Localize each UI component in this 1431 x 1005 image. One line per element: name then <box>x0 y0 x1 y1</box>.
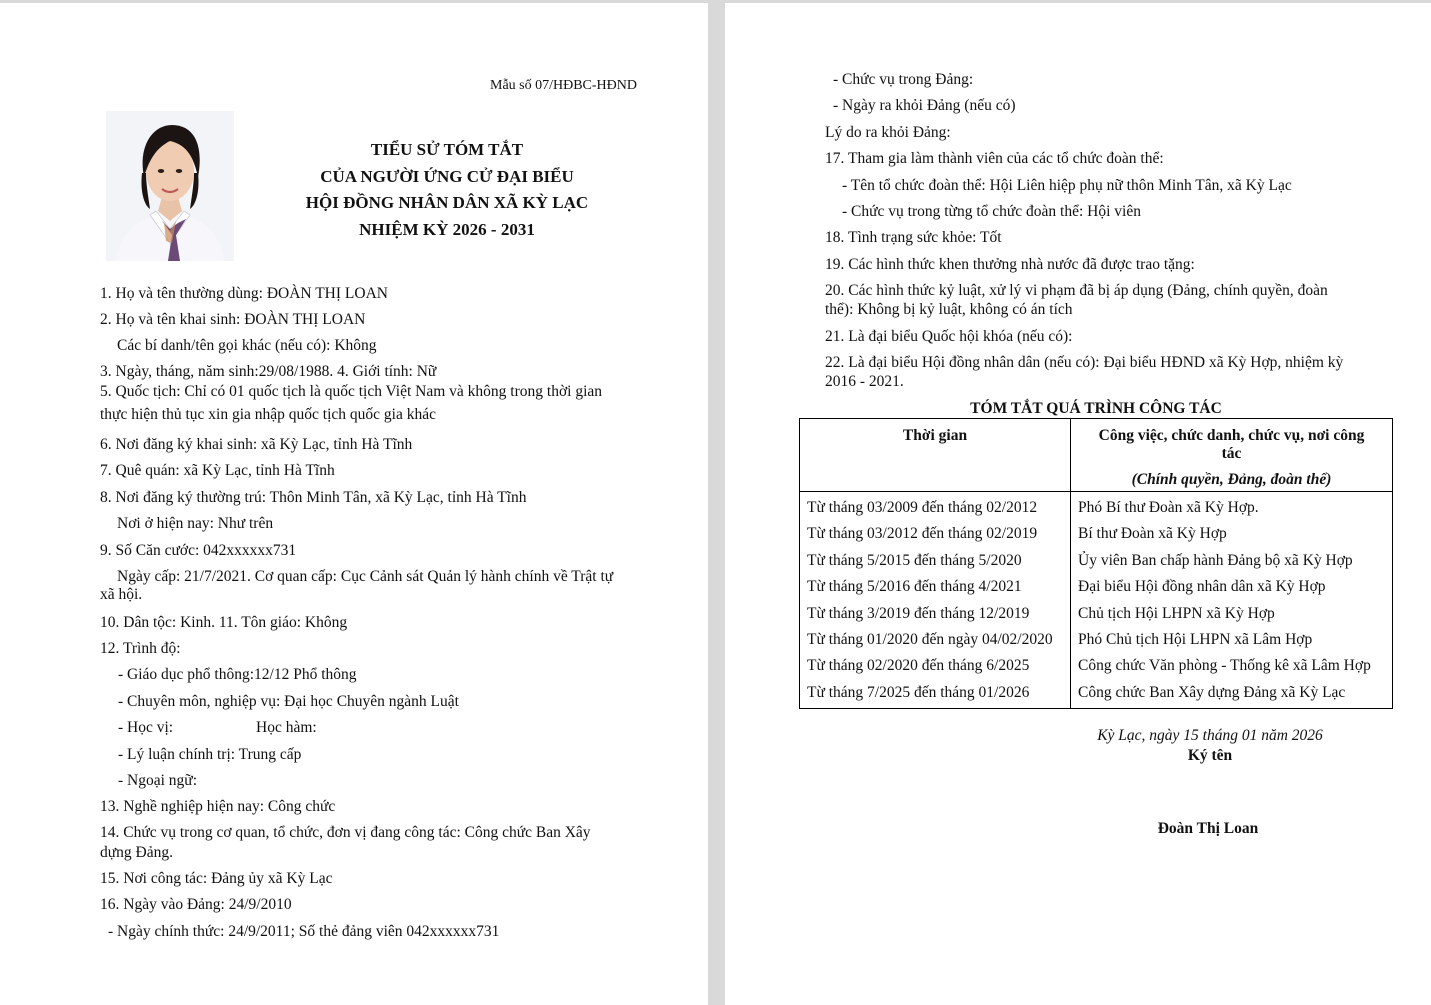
field-occupation: 13. Nghề nghiệp hiện nay: Công chức <box>100 798 336 815</box>
row-time: Từ tháng 03/2009 đến tháng 02/2012 <box>800 492 1071 522</box>
field-organization-name: - Tên tổ chức đoàn thể: Hội Liên hiệp phụ nữ thôn Minh Tân, xã Kỳ Lạc <box>842 177 1292 194</box>
document-page-1 <box>0 3 708 1005</box>
table-row <box>800 548 1393 574</box>
field-party-join-date: 16. Ngày vào Đảng: 24/9/2010 <box>100 896 292 913</box>
header-job-line-2: tác <box>1221 445 1242 462</box>
header-time: Thời gian <box>800 419 1071 492</box>
row-job: Công chức Văn phòng - Thống kê xã Lâm Hợp <box>1071 653 1393 679</box>
field-political-theory: - Lý luận chính trị: Trung cấp <box>118 746 302 763</box>
title-line-4: NHIỆM KỲ 2026 - 2031 <box>359 219 535 239</box>
signature-place-date: Kỳ Lạc, ngày 15 tháng 01 năm 2026 <box>1097 727 1323 744</box>
row-job: Ủy viên Ban chấp hành Đảng bộ xã Kỳ Hợp <box>1071 548 1393 574</box>
header-job <box>1071 419 1393 492</box>
row-time: Từ tháng 01/2020 đến ngày 04/02/2020 <box>800 627 1071 653</box>
row-time: Từ tháng 02/2020 đến tháng 6/2025 <box>800 653 1071 679</box>
field-party-leave-reason: Lý do ra khỏi Đảng: <box>825 124 951 141</box>
row-job: Phó Bí thư Đoàn xã Kỳ Hợp. <box>1071 492 1393 522</box>
field-id-issue: Ngày cấp: 21/7/2021. Cơ quan cấp: Cục Cảnh sát Quản lý hành chính về Trật tự <box>117 568 614 585</box>
field-party-position: - Chức vụ trong Đảng: <box>833 71 974 88</box>
field-academic-title: Học hàm: <box>256 719 317 736</box>
title-line-2: CỦA NGƯỜI ỨNG CỬ ĐẠI BIỂU <box>320 166 574 186</box>
row-job: Bí thư Đoàn xã Kỳ Hợp <box>1071 521 1393 547</box>
table-row <box>800 653 1393 679</box>
title-line-1: TIỂU SỬ TÓM TẮT <box>370 140 524 159</box>
candidate-photo <box>106 111 234 261</box>
signature-name: Đoàn Thị Loan <box>1157 820 1259 837</box>
row-job: Phó Chủ tịch Hội LHPN xã Lâm Hợp <box>1071 627 1393 653</box>
field-discipline: 20. Các hình thức kỷ luật, xử lý vi phạm đã bị áp dụng (Đảng, chính quyền, đoàn <box>825 282 1328 299</box>
table-row <box>800 521 1393 547</box>
candidate-portrait-image <box>106 111 234 261</box>
form-code: Mẫu số 07/HĐBC-HĐND <box>490 78 637 93</box>
header-job-line-1: Công việc, chức danh, chức vụ, nơi công <box>1098 427 1365 444</box>
field-position: 14. Chức vụ trong cơ quan, tổ chức, đơn vị đang công tác: Công chức Ban Xây <box>100 824 591 841</box>
row-time: Từ tháng 7/2025 đến tháng 01/2026 <box>800 680 1071 709</box>
field-hometown: 7. Quê quán: xã Kỳ Lạc, tỉnh Hà Tĩnh <box>100 462 335 479</box>
row-time: Từ tháng 3/2019 đến tháng 12/2019 <box>800 601 1071 627</box>
table-row <box>800 492 1393 522</box>
work-history-table <box>799 418 1393 709</box>
field-organizations: 17. Tham gia làm thành viên của các tổ chức đoàn thể: <box>825 150 1164 167</box>
field-id-number: 9. Số Căn cước: 042xxxxxx731 <box>100 542 297 559</box>
field-permanent-residence: 8. Nơi đăng ký thường trú: Thôn Minh Tân, xã Kỳ Lạc, tỉnh Hà Tĩnh <box>100 489 527 506</box>
field-position-cont: dựng Đảng. <box>100 844 173 861</box>
field-peoples-council-cont: 2016 - 2021. <box>825 373 904 390</box>
field-national-assembly: 21. Là đại biểu Quốc hội khóa (nếu có): <box>825 328 1073 345</box>
document-page-2 <box>725 3 1431 1005</box>
field-common-name: 1. Họ và tên thường dùng: ĐOÀN THỊ LOAN <box>100 285 388 302</box>
field-discipline-cont: thể): Không bị kỷ luật, không có án tích <box>825 301 1073 318</box>
field-peoples-council: 22. Là đại biểu Hội đồng nhân dân (nếu có): Đại biểu HĐND xã Kỳ Hợp, nhiệm kỳ <box>825 354 1344 371</box>
table-row <box>800 601 1393 627</box>
field-workplace: 15. Nơi công tác: Đảng ủy xã Kỳ Lạc <box>100 870 333 887</box>
row-job: Chủ tịch Hội LHPN xã Kỳ Hợp <box>1071 601 1393 627</box>
field-nationality: 5. Quốc tịch: Chỉ có 01 quốc tịch là quốc tịch Việt Nam và không trong thời gian <box>100 383 603 400</box>
field-health: 18. Tình trạng sức khỏe: Tốt <box>825 229 1002 246</box>
row-job: Công chức Ban Xây dựng Đảng xã Kỳ Lạc <box>1071 680 1393 709</box>
field-aliases: Các bí danh/tên gọi khác (nếu có): Không <box>117 337 377 354</box>
field-awards: 19. Các hình thức khen thưởng nhà nước đã được trao tặng: <box>825 256 1195 273</box>
field-party-leave-date: - Ngày ra khỏi Đảng (nếu có) <box>833 97 1016 114</box>
row-time: Từ tháng 5/2016 đến tháng 4/2021 <box>800 574 1071 600</box>
table-row <box>800 680 1393 709</box>
field-education-heading: 12. Trình độ: <box>100 640 181 657</box>
field-foreign-language: - Ngoại ngữ: <box>118 772 197 789</box>
table-header-row <box>800 419 1393 492</box>
field-organization-role: - Chức vụ trong từng tổ chức đoàn thể: Hội viên <box>842 203 1141 220</box>
work-summary-title: TÓM TẮT QUÁ TRÌNH CÔNG TÁC <box>970 400 1222 417</box>
field-party-official-date: - Ngày chính thức: 24/9/2011; Số thẻ đảng viên 042xxxxxx731 <box>108 923 500 940</box>
row-time: Từ tháng 03/2012 đến tháng 02/2019 <box>800 521 1071 547</box>
document-title <box>247 137 647 243</box>
field-degree: - Học vị: <box>118 719 174 736</box>
field-professional: - Chuyên môn, nghiệp vụ: Đại học Chuyên ngành Luật <box>118 693 459 710</box>
field-birthdate-gender: 3. Ngày, tháng, năm sinh:29/08/1988. 4. Giới tính: Nữ <box>100 363 437 380</box>
field-current-residence: Nơi ở hiện nay: Như trên <box>117 515 274 532</box>
table-row <box>800 574 1393 600</box>
field-general-education: - Giáo dục phổ thông:12/12 Phổ thông <box>118 666 357 683</box>
title-line-3: HỘI ĐỒNG NHÂN DÂN XÃ KỲ LẠC <box>305 193 589 212</box>
field-id-issue-cont: xã hội. <box>100 586 143 603</box>
table-row <box>800 627 1393 653</box>
field-nationality-cont: thực hiện thủ tục xin gia nhập quốc tịch quốc gia khác <box>100 406 436 423</box>
header-job-line-3: (Chính quyền, Đảng, đoàn thể) <box>1131 471 1332 488</box>
field-birth-name: 2. Họ và tên khai sinh: ĐOÀN THỊ LOAN <box>100 311 366 328</box>
signature-label: Ký tên <box>1187 747 1233 764</box>
field-birth-registration: 6. Nơi đăng ký khai sinh: xã Kỳ Lạc, tỉnh Hà Tĩnh <box>100 436 413 453</box>
field-ethnicity-religion: 10. Dân tộc: Kinh. 11. Tôn giáo: Không <box>100 614 348 631</box>
row-time: Từ tháng 5/2015 đến tháng 5/2020 <box>800 548 1071 574</box>
row-job: Đại biểu Hội đồng nhân dân xã Kỳ Hợp <box>1071 574 1393 600</box>
